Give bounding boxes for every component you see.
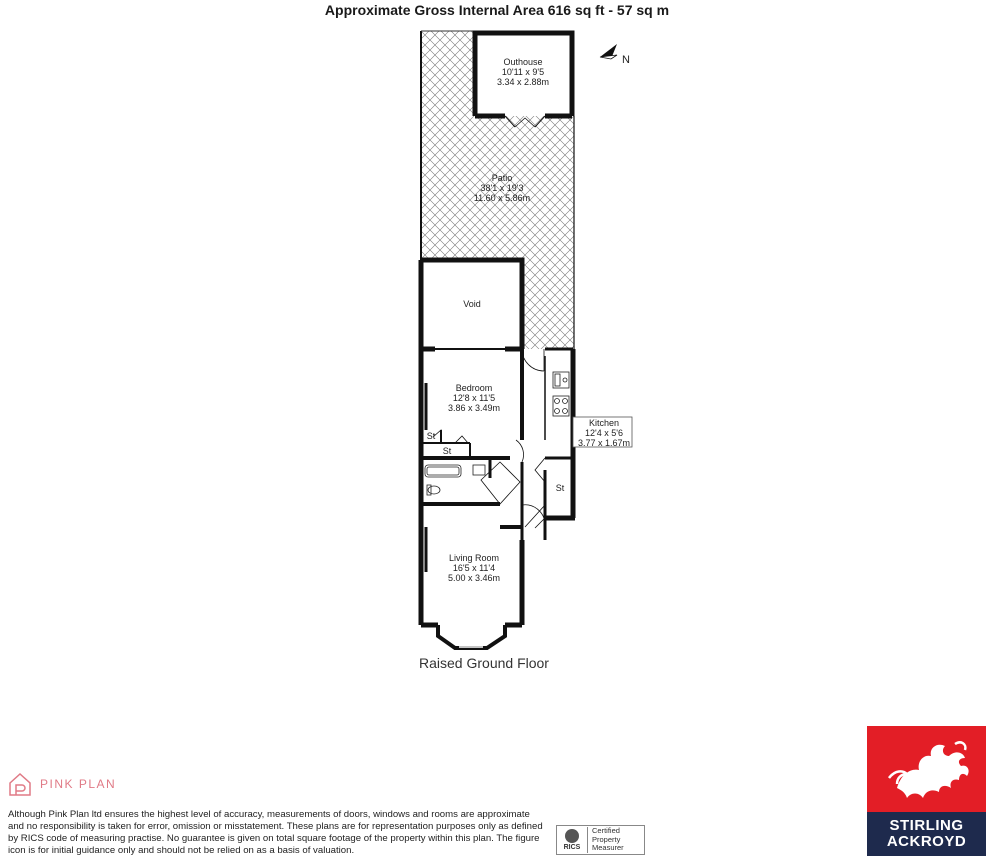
bedroom-metric: 3.86 x 3.49m — [447, 403, 501, 413]
patio-metric: 11.60 x 5.86m — [473, 193, 531, 203]
agent-name-line-1: STIRLING — [889, 817, 964, 834]
living-room-metric: 5.00 x 3.46m — [447, 573, 501, 583]
compass-label: N — [622, 54, 630, 66]
rics-line-1: Certified — [592, 826, 620, 836]
rics-badge — [556, 825, 645, 855]
living-room-imperial: 16'5 x 11'4 — [452, 563, 496, 573]
rics-emblem-icon — [565, 829, 579, 843]
disclaimer-text: Although Pink Plan ltd ensures the highest level of accuracy, measurements of doors, windows and rooms are approximate and no responsibility is taken for error, omission or misstatement. These plans are for representation purposes only as defined by RICS code of measuring practise. No guarantee is given on total square footage of the property within this plan. The figure icon is for initial guidance only and should not be relied on as a basis of valuation. — [8, 809, 543, 856]
store-label-1: St — [426, 431, 436, 441]
compass-north-icon — [600, 44, 617, 59]
floor-label: Raised Ground Floor — [419, 655, 549, 671]
bedroom-name: Bedroom — [455, 383, 493, 393]
store-label-3: St — [555, 483, 565, 493]
rics-word: RICS — [563, 844, 581, 851]
living-room-name: Living Room — [448, 553, 500, 563]
pink-plan-logo — [8, 771, 116, 797]
toilet-icon — [428, 486, 440, 494]
house-logo-icon — [8, 771, 32, 797]
kitchen-imperial: 12'4 x 5'6 — [585, 428, 623, 438]
door-swings — [433, 349, 545, 540]
area-title: Approximate Gross Internal Area 616 sq ft - 57 sq m — [324, 2, 670, 18]
kitchen-metric: 3.77 x 1.67m — [577, 438, 631, 448]
pink-plan-brand: PINK PLAN — [40, 777, 117, 791]
agent-name-line-2: ACKROYD — [886, 833, 967, 850]
rics-line-2: Property — [592, 834, 621, 844]
stirling-ackroyd-logo — [867, 726, 986, 856]
bedroom-imperial: 12'8 x 11'5 — [452, 393, 496, 403]
store-label-2: St — [442, 446, 452, 456]
griffin-icon — [867, 726, 986, 812]
agent-name-block — [867, 812, 986, 856]
void-name: Void — [463, 299, 481, 309]
rics-line-3: Measurer — [592, 843, 624, 853]
patio-imperial: 38'1 x 19'3 — [480, 183, 524, 193]
outhouse-metric: 3.34 x 2.88m — [496, 77, 550, 87]
griffin-emblem — [867, 726, 986, 812]
fixtures — [425, 372, 569, 495]
outhouse-imperial: 10'11 x 9'5 — [501, 67, 545, 77]
basin-icon — [473, 465, 485, 475]
kitchen-name: Kitchen — [588, 418, 620, 428]
outhouse-name: Outhouse — [503, 57, 543, 67]
rics-mark — [557, 826, 587, 854]
rics-certification — [588, 827, 624, 853]
patio-name: Patio — [491, 173, 513, 183]
